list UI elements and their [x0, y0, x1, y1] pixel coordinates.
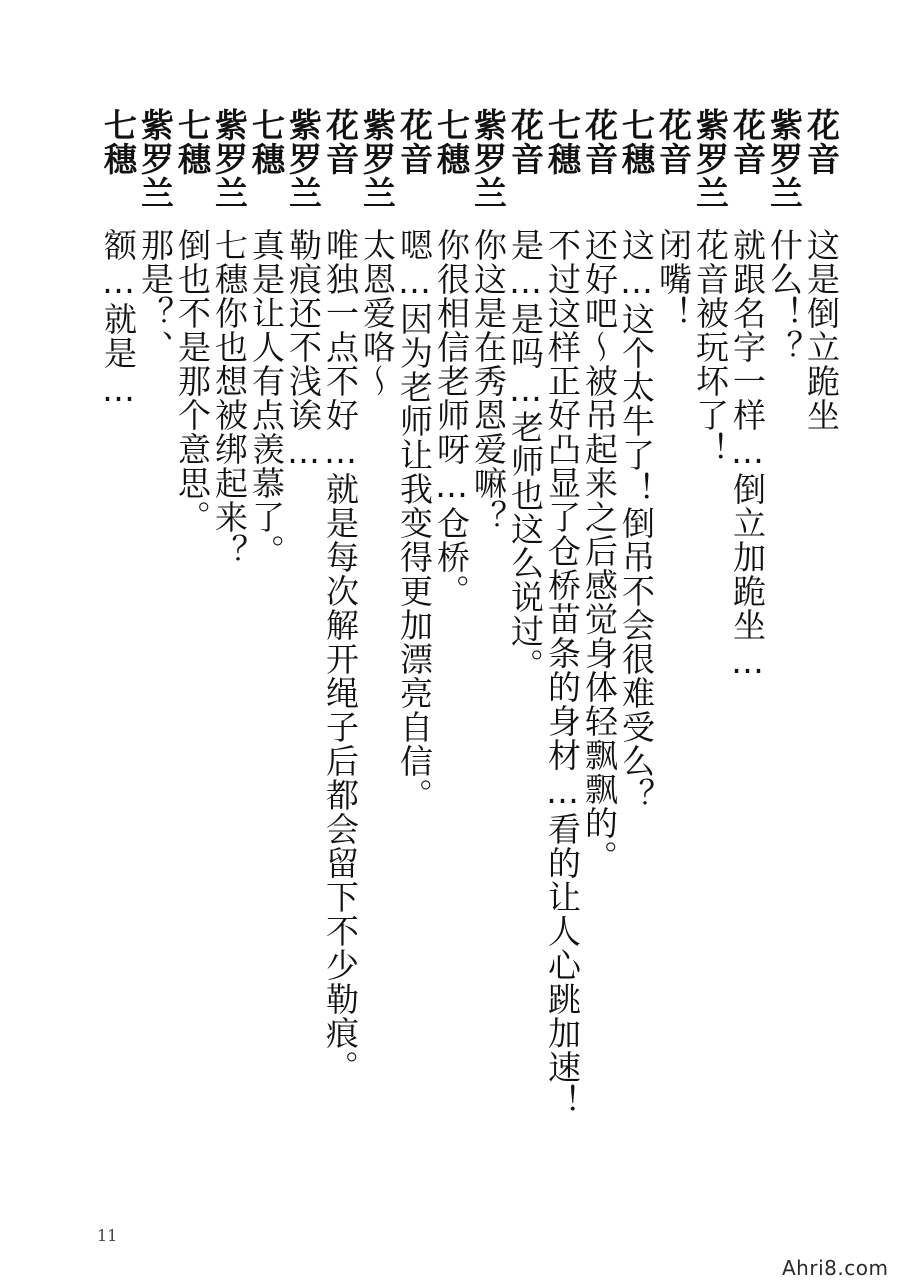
dialogue-text: 花音被玩坏了！ — [691, 228, 730, 466]
dialogue-text: 倒也不是那个意思。 — [173, 228, 212, 534]
dialogue-text: 就跟名字一样…倒立加跪坐… — [728, 228, 767, 682]
dialogue-line — [766, 108, 803, 1118]
speaker-name: 七穗 — [617, 108, 656, 176]
dialogue-line — [433, 108, 470, 1118]
speaker-name: 花音 — [654, 108, 693, 176]
dialogue-text: 太恩爱咯～ — [358, 228, 397, 398]
dialogue-line — [100, 108, 137, 1118]
page-number: 11 — [97, 1226, 118, 1245]
dialogue-line — [729, 108, 766, 1118]
speaker-name: 花音 — [506, 108, 545, 176]
dialogue-line — [211, 108, 248, 1118]
dialogue-text: 嗯…因为老师让我变得更加漂亮自信。 — [395, 228, 434, 812]
dialogue-line — [248, 108, 285, 1118]
speaker-name: 花音 — [802, 108, 841, 176]
dialogue-line — [507, 108, 544, 1118]
dialogue-text: 勒痕还不浅诶… — [284, 228, 323, 472]
dialogue-columns — [100, 108, 840, 1118]
dialogue-line — [137, 108, 174, 1118]
dialogue-text: 额…就是… — [99, 228, 138, 410]
dialogue-line — [359, 108, 396, 1118]
speaker-name: 紫罗兰 — [284, 108, 323, 210]
dialogue-text: 这是倒立跪坐 — [802, 228, 841, 432]
speaker-name: 花音 — [321, 108, 360, 176]
dialogue-text: 唯独一点不好…就是每次解开绳子后都会留下不少勒痕。 — [321, 228, 360, 1084]
speaker-name: 花音 — [395, 108, 434, 176]
dialogue-text: 这…这个太牛了！倒吊不会很难受么？ — [617, 228, 656, 812]
speaker-name: 七穗 — [543, 108, 582, 176]
dialogue-text: 你这是在秀恩爱嘛？ — [469, 228, 508, 534]
speaker-name: 七穗 — [247, 108, 286, 176]
speaker-name: 七穗 — [99, 108, 138, 176]
dialogue-line — [396, 108, 433, 1118]
dialogue-text: 闭嘴！ — [654, 228, 693, 330]
speaker-name: 花音 — [728, 108, 767, 176]
dialogue-line — [322, 108, 359, 1118]
dialogue-line — [174, 108, 211, 1118]
speaker-name: 紫罗兰 — [210, 108, 249, 210]
dialogue-text: 七穗你也想被绑起来？ — [210, 228, 249, 568]
dialogue-text: 不过这样正好凸显了仓桥苗条的身材…看的让人心跳加速！ — [543, 228, 582, 1118]
dialogue-text: 什么！？ — [765, 228, 804, 364]
speaker-name: 花音 — [580, 108, 619, 176]
speaker-name: 紫罗兰 — [358, 108, 397, 210]
speaker-name: 七穗 — [173, 108, 212, 176]
speaker-name: 紫罗兰 — [136, 108, 175, 210]
dialogue-line — [655, 108, 692, 1118]
dialogue-text: 真是让人有点羡慕了。 — [247, 228, 286, 568]
dialogue-line — [544, 108, 581, 1118]
speaker-name: 七穗 — [432, 108, 471, 176]
dialogue-line — [581, 108, 618, 1118]
speaker-name: 紫罗兰 — [691, 108, 730, 210]
dialogue-line — [618, 108, 655, 1118]
dialogue-text: 那是？、 — [136, 228, 175, 364]
dialogue-text: 你很相信老师呀…仓桥。 — [432, 228, 471, 608]
dialogue-line — [692, 108, 729, 1118]
dialogue-text: 还好吧～被吊起来之后感觉身体轻飘飘的。 — [580, 228, 619, 874]
dialogue-line — [470, 108, 507, 1118]
speaker-name: 紫罗兰 — [765, 108, 804, 210]
watermark: Ahri8.com — [782, 1256, 889, 1280]
speaker-name: 紫罗兰 — [469, 108, 508, 210]
dialogue-line — [803, 108, 840, 1118]
dialogue-line — [285, 108, 322, 1118]
dialogue-text: 是…是吗…老师也这么说过。 — [506, 228, 545, 682]
